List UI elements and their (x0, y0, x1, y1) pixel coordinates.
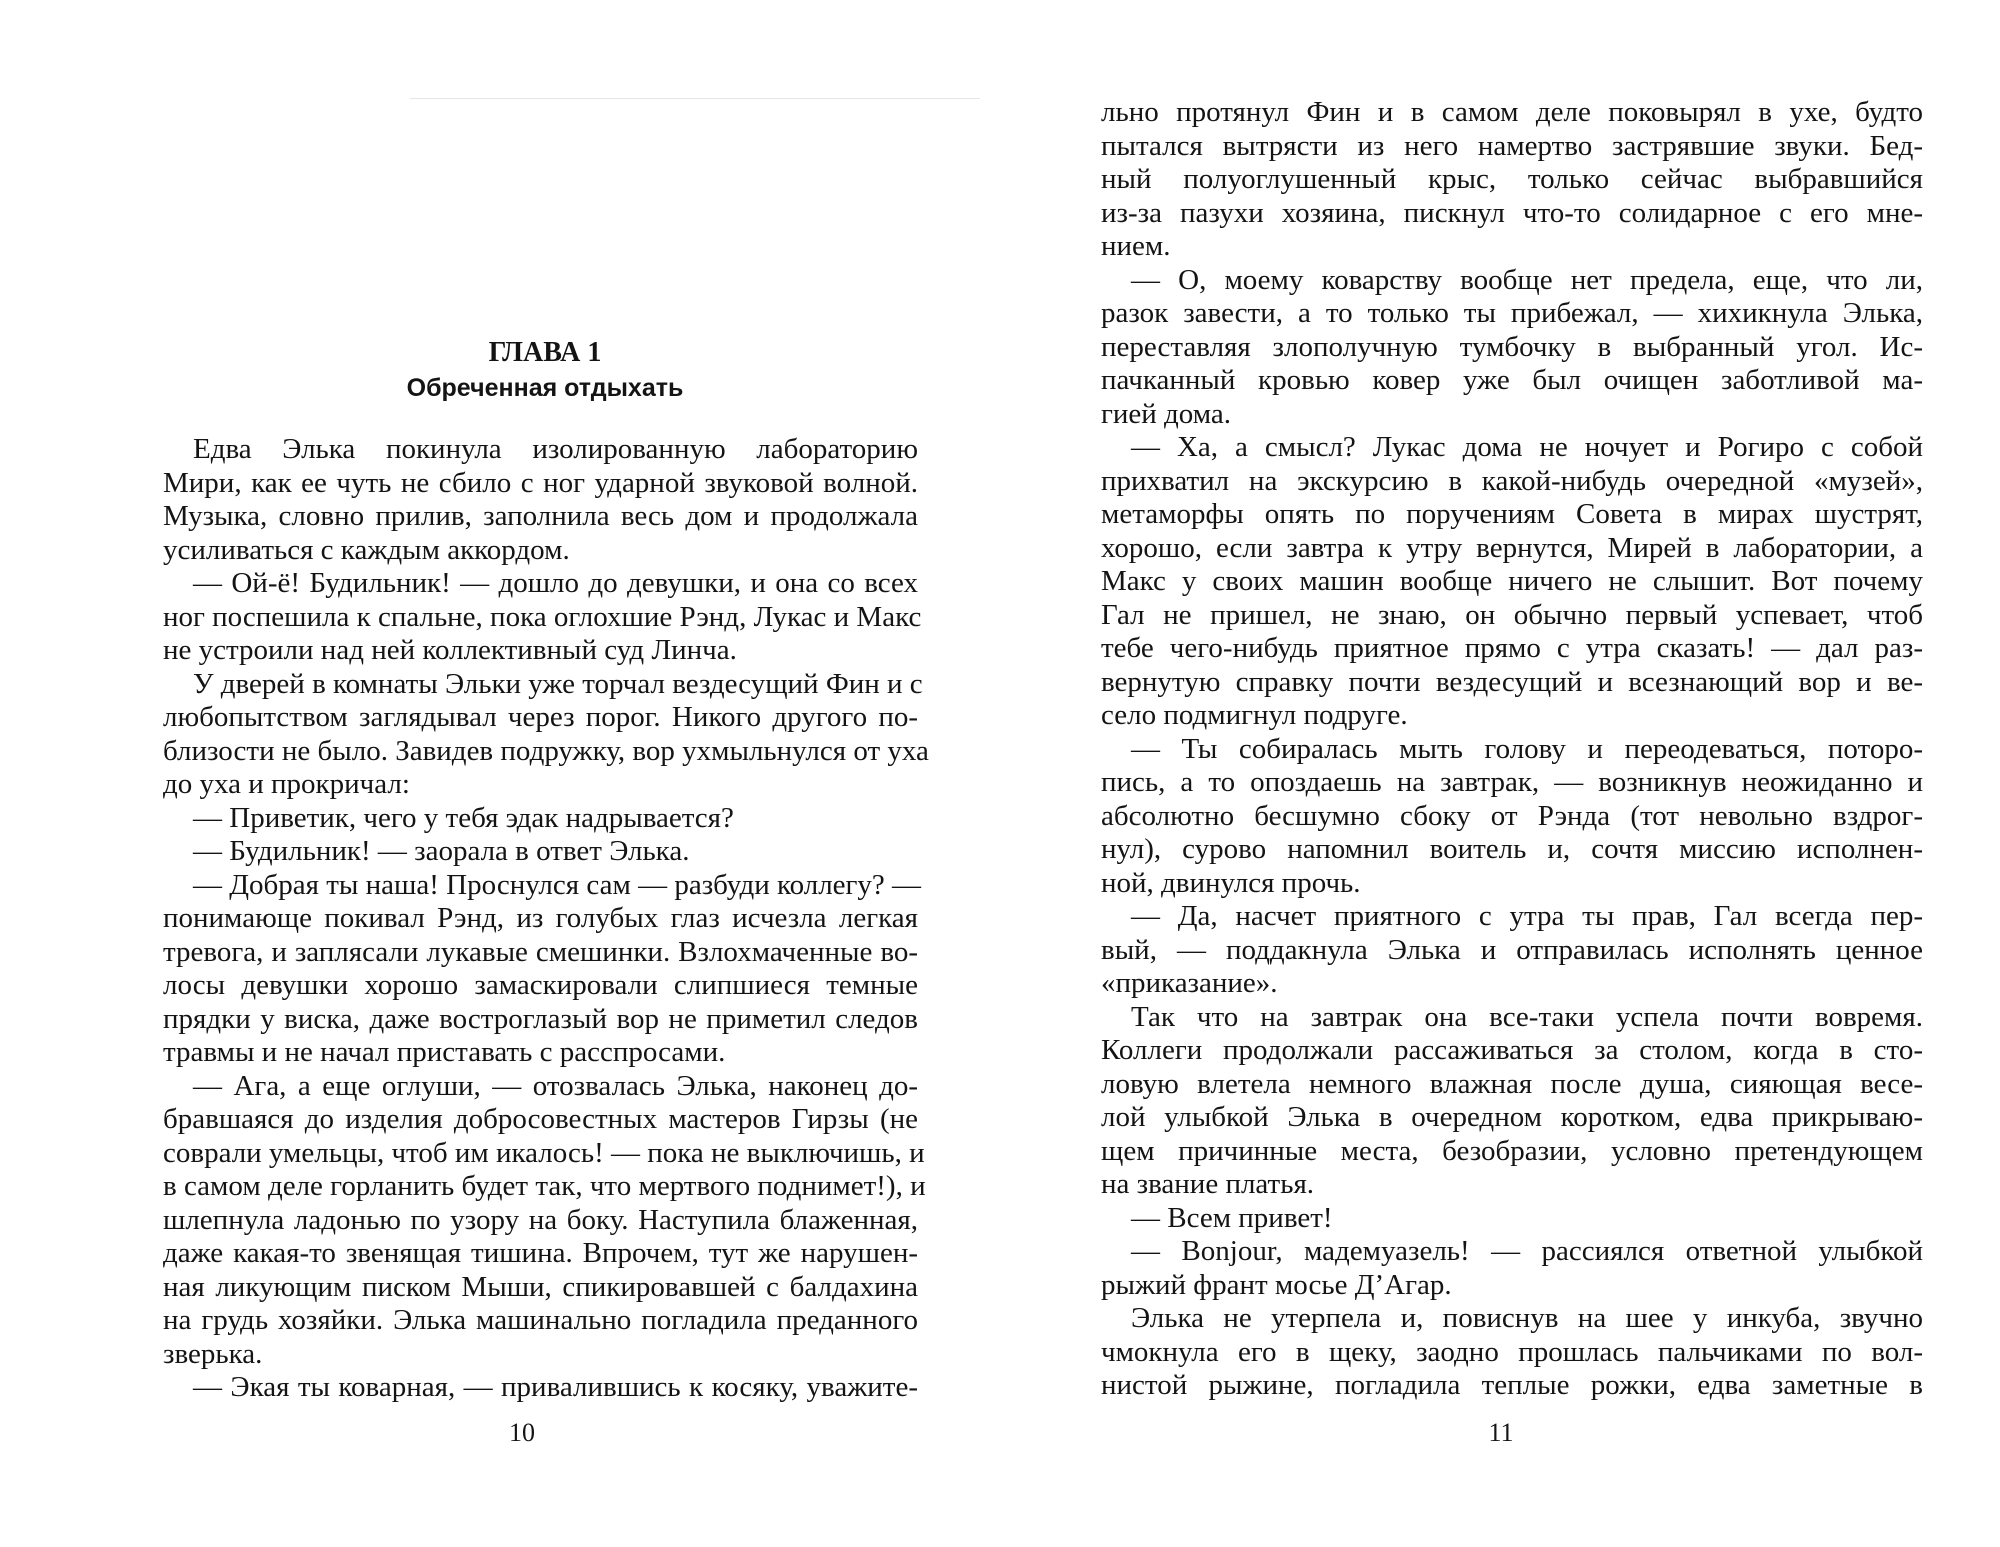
text-line: щем причинные места, безобразии, условно претендующем (1101, 1134, 1923, 1167)
text-line: лой улыбкой Элька в очередном коротком, едва прикрываю- (1101, 1101, 1923, 1133)
text-line: «приказание». (1101, 967, 1278, 999)
text-line: тревога, и заплясали лукавые смешинки. Взлохмаченные во- (163, 935, 918, 968)
text-line: в самом деле горланить будет так, что мертвого поднимет!), и (163, 1170, 926, 1202)
text-line: прядки у виска, даже востроглазый вор не приметил следов (163, 1002, 918, 1035)
text-line: зверька. (163, 1337, 263, 1370)
text-line: до уха и прокричал: (163, 768, 410, 800)
text-line: — Всем привет! (1131, 1201, 1333, 1234)
text-line: тебе чего-нибудь приятное прямо с утра сказать! — дал раз- (1101, 632, 1923, 664)
text-line: нистой рыжине, погладила теплые рожки, едва заметные в (1101, 1369, 1923, 1401)
text-line: Макс у своих машин вообще ничего не слышит. Вот почему (1101, 565, 1923, 597)
text-line: — Добрая ты наша! Проснулся сам — разбуди коллегу? — (193, 868, 922, 901)
text-line: хорошо, если завтра к утру вернутся, Мирей в лаборатории, а (1101, 531, 1923, 564)
text-line: Коллеги продолжали рассаживаться за столом, когда в сто- (1101, 1034, 1923, 1066)
text-line: — Bonjour, мадемуазель! — рассиялся ответной улыбкой (1131, 1235, 1923, 1267)
right-page-text (1101, 96, 1923, 1403)
text-line: не устроили над ней коллективный суд Линча. (163, 634, 737, 666)
text-line: разок завести, а то только ты прибежал, — хихикнула Элька, (1101, 297, 1923, 329)
text-line: ной, двинулся прочь. (1101, 866, 1361, 899)
text-line: рыжий франт мосье Д’Агар. (1101, 1268, 1452, 1301)
text-line: — Экая ты коварная, — привалившись к косяку, уважите- (193, 1371, 918, 1403)
text-line: У дверей в комнаты Эльки уже торчал вездесущий Фин и с (193, 667, 923, 700)
text-line: на звание платья. (1101, 1168, 1315, 1200)
text-line: — Будильник! — заорала в ответ Элька. (193, 835, 690, 867)
text-line: — Ага, а еще оглуши, — отозвалась Элька, наконец до- (193, 1069, 918, 1102)
text-line: понимающе покивал Рэнд, из голубых глаз исчезла легкая (163, 902, 918, 934)
text-line: — Ой-ё! Будильник! — дошло до девушки, и она со всех (193, 567, 918, 599)
top-rule (410, 98, 980, 99)
text-line: Так что на завтрак она все-таки успела почти вовремя. (1131, 1000, 1923, 1033)
right-page (1000, 0, 2000, 1547)
text-line: село подмигнул подруге. (1101, 699, 1408, 731)
text-line: — Ты собиралась мыть голову и переодеваться, поторо- (1131, 732, 1923, 765)
text-line: ный полуоглушенный крыс, только сейчас выбравшийся (1101, 163, 1923, 195)
text-line: пытался вытрясти из него намертво застрявшие звуки. Бед- (1101, 129, 1923, 162)
chapter-subtitle: Обреченная отдыхать (406, 374, 684, 402)
text-line: даже какая-то звенящая тишина. Впрочем, тут же нарушен- (163, 1237, 918, 1269)
text-line: пись, а то опоздаешь на завтрак, — возникнув неожиданно и (1101, 766, 1923, 798)
text-line: — О, моему коварству вообще нет предела, еще, что ли, (1131, 263, 1923, 296)
text-line: чмокнула его в щеку, заодно прошлась пальчиками по вол- (1101, 1335, 1923, 1368)
text-line: из-за пазухи хозяина, пискнул что-то солидарное с его мне- (1101, 196, 1923, 229)
text-line: Гал не пришел, не знаю, он обычно первый успевает, чтоб (1101, 598, 1923, 631)
text-line: абсолютно бесшумно сбоку от Рэнда (тот невольно вздрог- (1101, 799, 1923, 832)
page-number-right: 11 (1488, 1418, 1514, 1447)
text-line: усиливаться с каждым аккордом. (163, 533, 570, 566)
text-line: любопытством заглядывал через порог. Никого другого по- (163, 701, 918, 733)
text-line: нул), сурово напомнил воитель и, сочтя миссию исполнен- (1101, 833, 1923, 865)
text-line: пачканный кровью ковер уже был очищен заботливой ма- (1101, 364, 1923, 396)
text-line: — Да, насчет приятного с утра ты прав, Гал всегда пер- (1131, 900, 1923, 932)
page-number-left: 10 (509, 1418, 535, 1447)
text-line: лосы девушки хорошо замаскировали слипшиеся темные (163, 969, 918, 1001)
text-line: Элька не утерпела и, повиснув на шее у инкуба, звучно (1131, 1302, 1923, 1334)
text-line: вый, — поддакнула Элька и отправилась исполнять ценное (1101, 933, 1923, 966)
text-line: льно протянул Фин и в самом деле поковырял в ухе, будто (1101, 96, 1923, 128)
text-line: бравшаяся до изделия добросовестных мастеров Гирзы (не (163, 1103, 918, 1135)
text-line: Музыка, словно прилив, заполнила весь дом и продолжала (163, 500, 918, 532)
text-line: ная ликующим писком Мыши, спикировавшей с балдахина (163, 1270, 918, 1303)
text-line: на грудь хозяйки. Элька машинально погладила преданного (163, 1304, 918, 1336)
text-line: близости не было. Завидев подружку, вор ухмыльнулся от уха (163, 734, 929, 767)
text-line: прихватил на экскурсию в какой-нибудь очередной «музей», (1101, 464, 1923, 497)
text-line: нием. (1101, 230, 1171, 262)
left-page-text (163, 433, 929, 1405)
text-line: ловую влетела немного влажная после душа, сияющая весе- (1101, 1067, 1923, 1100)
text-line: ног поспешила к спальне, пока оглохшие Рэнд, Лукас и Макс (163, 600, 922, 633)
text-line: шлепнула ладонью по узору на боку. Наступила блаженная, (163, 1203, 918, 1236)
text-line: Мири, как ее чуть не сбило с ног ударной звуковой волной. (163, 466, 918, 499)
text-line: травмы и не начал приставать с расспросами. (163, 1036, 726, 1068)
text-line: — Ха, а смысл? Лукас дома не ночует и Рогиро с собой (1131, 431, 1923, 463)
text-line: — Приветик, чего у тебя эдак надрывается? (193, 801, 734, 834)
text-line: Едва Элька покинула изолированную лабораторию (193, 433, 918, 465)
text-line: вернутую справку почти вездесущий и всезнающий вор и ве- (1101, 665, 1923, 698)
chapter-title: ГЛАВА 1 (488, 337, 602, 368)
text-line: соврали умельцы, чтоб им икалось! — пока не выключишь, и (163, 1136, 925, 1169)
text-line: переставляя злополучную тумбочку в выбранный угол. Ис- (1101, 330, 1923, 363)
text-line: гией дома. (1101, 397, 1232, 430)
text-line: метаморфы опять по поручениям Совета в мирах шустрят, (1101, 498, 1923, 530)
